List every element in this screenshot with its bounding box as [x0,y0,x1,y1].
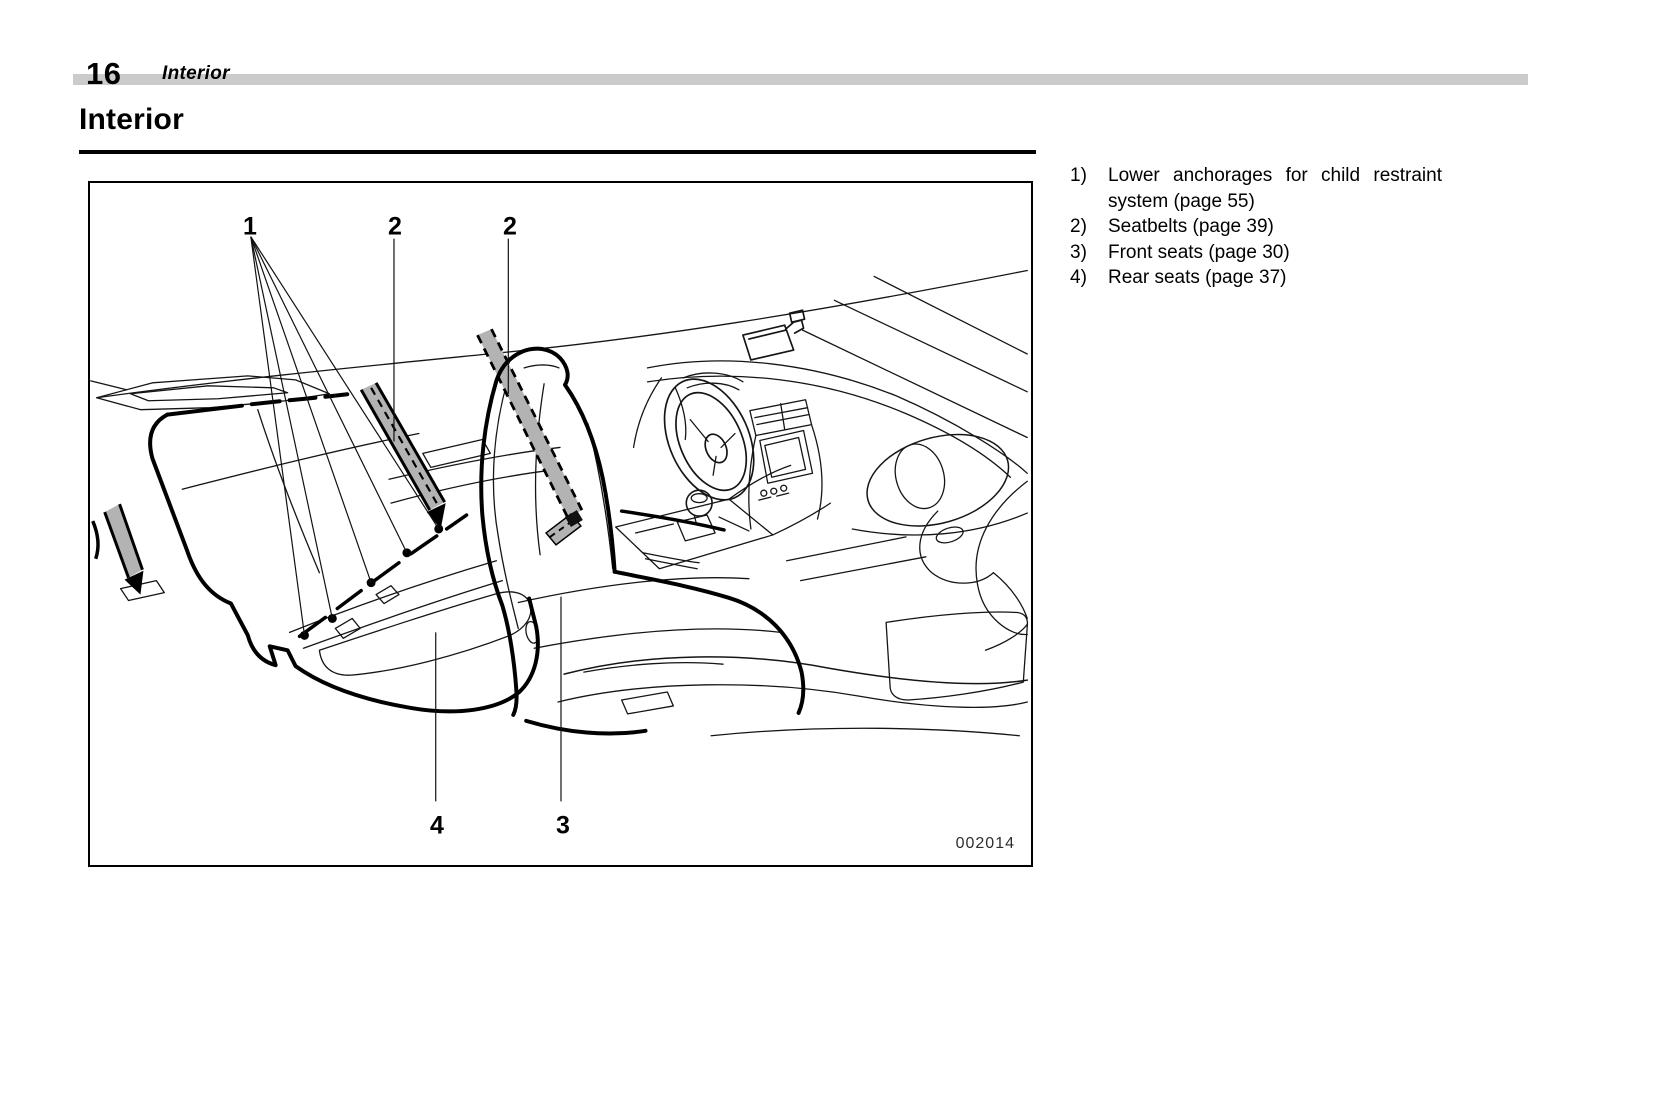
legend-item-text: Rear seats (page 37) [1108,267,1287,288]
legend-item-front-seats [1070,240,1446,266]
figure-legend [1070,163,1446,291]
callout-4-rear-seats: 4 [430,811,444,840]
legend-item-rear-seats [1070,265,1446,291]
rear-seat-outline [150,394,538,711]
legend-item-anchorages [1070,163,1446,214]
page-number: 16 [86,56,122,91]
callout-3-front-seats: 3 [556,811,570,840]
seat-bight-line [300,515,467,636]
running-header: Interior [162,63,230,84]
callout-2-rear-seatbelt: 2 [388,212,402,241]
callout-1-anchorages: 1 [243,212,257,241]
legend-item-text: Lower anchorages for child restraint system (page 55) [1108,165,1442,212]
anchorage-points [300,524,443,639]
left-seatbelt-strap [93,504,144,594]
figure-code: 002014 [955,835,1015,852]
car-interior-drawing [90,183,1031,865]
legend-item-text: Front seats (page 30) [1108,241,1290,263]
legend-item-number: 1) [1070,165,1087,186]
legend-item-text: Seatbelts (page 39) [1108,216,1274,237]
header-bar [73,74,1528,85]
legend-item-seatbelts [1070,214,1446,240]
interior-figure [88,181,1033,867]
legend-item-number: 3) [1070,241,1087,263]
callout-2-front-seatbelt: 2 [503,212,517,241]
page-title: Interior [79,103,184,136]
front-seatbelt-strap [477,329,582,545]
rear-seatbelt-strap [361,383,446,529]
legend-item-number: 4) [1070,267,1087,288]
legend-item-number: 2) [1070,216,1087,237]
title-rule [79,150,1036,154]
